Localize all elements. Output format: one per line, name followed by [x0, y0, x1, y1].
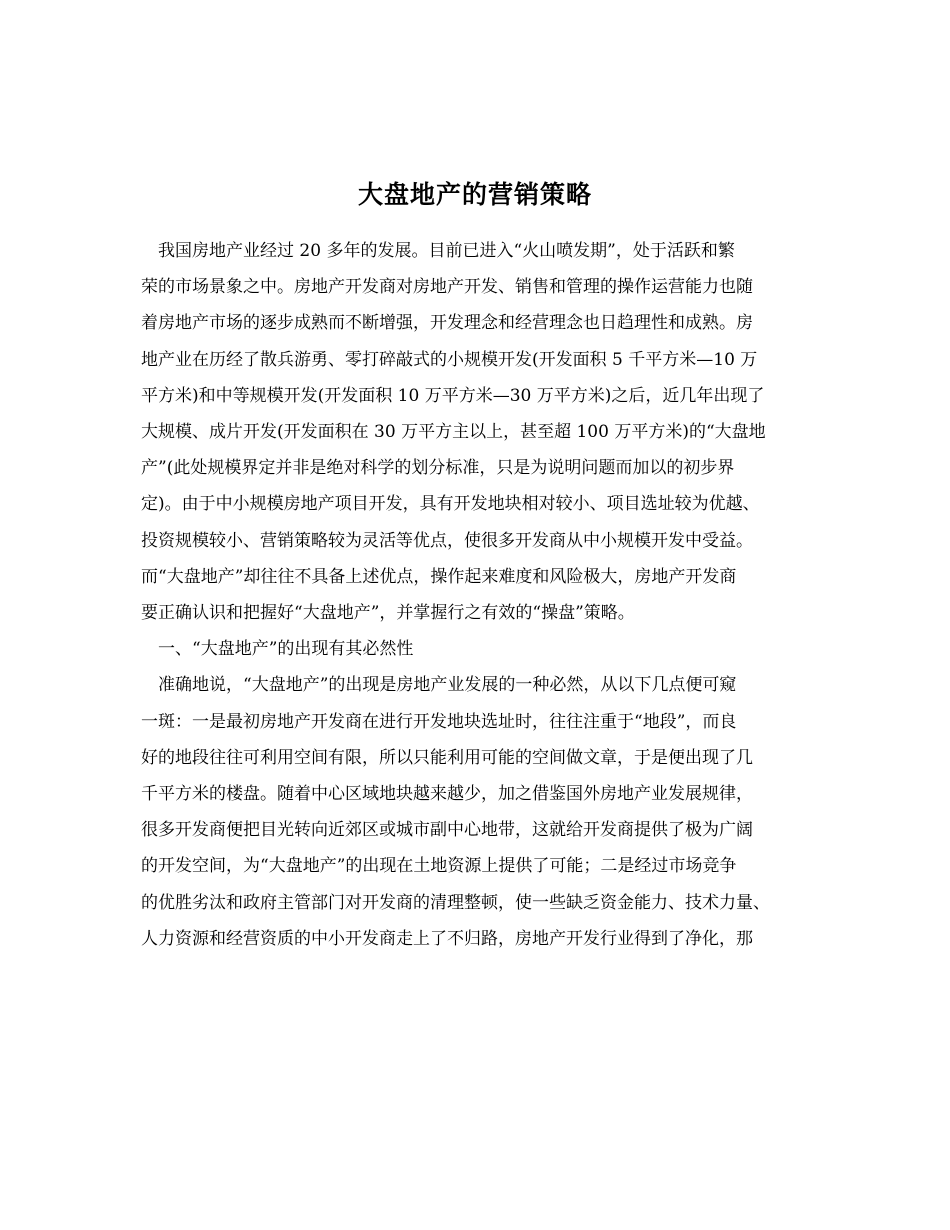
body-text-line: 投资规模较小、营销策略较为灵活等优点，使很多开发商从中小规模开发中受益。 — [141, 530, 753, 551]
body-text-line: 大规模、成片开发(开发面积在 30 万平方主以上，甚至超 100 万平方米)的“大盘地 — [141, 422, 766, 442]
body-text-line: 而“大盘地产”却往往不具备上述优点，操作起来难度和风险极大，房地产开发商 — [141, 566, 737, 587]
body-text-line: 千平方米的楼盘。随着中心区域地块越来越少，加之借鉴国外房地产业发展规律， — [141, 784, 753, 804]
body-text-line: 很多开发商便把目光转向近郊区或城市副中心地带，这就给开发商提供了极为广阔 — [141, 820, 753, 841]
document-title: 大盘地产的营销策略 — [357, 180, 592, 209]
body-text-line: 荣的市场景象之中。房地产开发商对房地产开发、销售和管理的操作运营能力也随 — [141, 277, 753, 298]
body-text-line: 地产业在历经了散兵游勇、零打碎敲式的小规模开发(开发面积 5 千平方米—10 万 — [141, 349, 758, 370]
body-text-line: 人力资源和经营资质的中小开发商走上了不归路，房地产开发行业得到了净化，那 — [141, 928, 753, 949]
body-text-line: 平方米)和中等规模开发(开发面积 10 万平方米—30 万平方米)之后，近几年出现了 — [141, 385, 765, 406]
body-text-line: 着房地产市场的逐步成熟而不断增强，开发理念和经营理念也日趋理性和成熟。房 — [141, 313, 753, 334]
body-text-line: 要正确认识和把握好“大盘地产”，并掌握行之有效的“操盘”策略。 — [141, 603, 635, 623]
body-text-line: 一斑：一是最初房地产开发商在进行开发地块选址时，往往注重于“地段”，而良 — [141, 711, 737, 732]
body-text-line: 的优胜劣汰和政府主管部门对开发商的清理整顿，使一些缺乏资金能力、技术力量、 — [141, 892, 770, 913]
body-text-line: 产”(此处规模界定并非是绝对科学的划分标准，只是为说明问题而加以的初步界 — [141, 458, 735, 479]
body-text-line: 的开发空间，为“大盘地产”的出现在土地资源上提供了可能；二是经过市场竞争 — [141, 856, 737, 877]
body-text-line: 好的地段往往可利用空间有限，所以只能利用可能的空间做文章，于是便出现了几 — [141, 747, 753, 768]
body-text-line: 准确地说，“大盘地产”的出现是房地产业发展的一种必然，从以下几点便可窥 — [141, 675, 737, 696]
body-text-line: 我国房地产业经过 20 多年的发展。目前已进入“火山喷发期”，处于活跃和繁 — [141, 241, 735, 261]
body-text-line: 一、“大盘地产”的出现有其必然性 — [141, 639, 414, 660]
body-text-line: 定)。由于中小规模房地产项目开发，具有开发地块相对较小、项目选址较为优越、 — [141, 494, 760, 515]
